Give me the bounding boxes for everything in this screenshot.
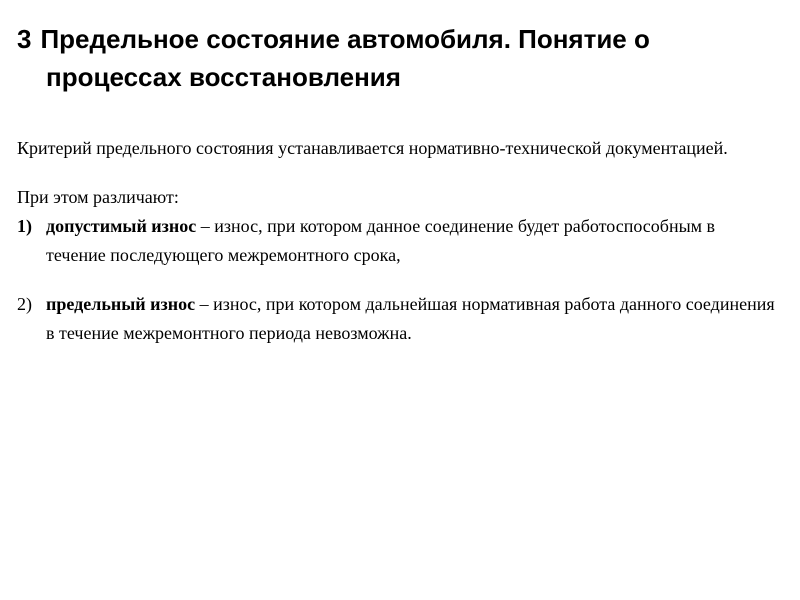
slide-title (17, 20, 766, 96)
list-item-marker: 2) (17, 294, 32, 314)
spacer (17, 163, 777, 183)
list-item-term: предельный износ (46, 294, 196, 314)
criterion-paragraph: Критерий предельного состояния устанавливается нормативно-технической документацией. (17, 138, 728, 158)
slide-body (17, 134, 777, 348)
list-item-limit-wear (17, 290, 777, 348)
list-item-definition: – износ, при котором дальнейшая нормативная работа данного соединения в течение межремонтного периода невозможна. (46, 294, 775, 343)
slide-title-text: Предельное состояние автомобиля. Понятие о процессах восстановления (40, 24, 650, 92)
slide-title-number: 3 (17, 24, 32, 54)
list-item-definition: – износ, при котором данное соединение будет работоспособным в течение последующего межремонтного срока, (46, 216, 716, 265)
list-item-marker: 1) (17, 216, 32, 236)
list-item-permissible-wear (17, 212, 777, 270)
spacer (17, 270, 777, 290)
distinguish-intro: При этом различают: (17, 187, 179, 207)
list-item-term: допустимый износ (46, 216, 197, 236)
